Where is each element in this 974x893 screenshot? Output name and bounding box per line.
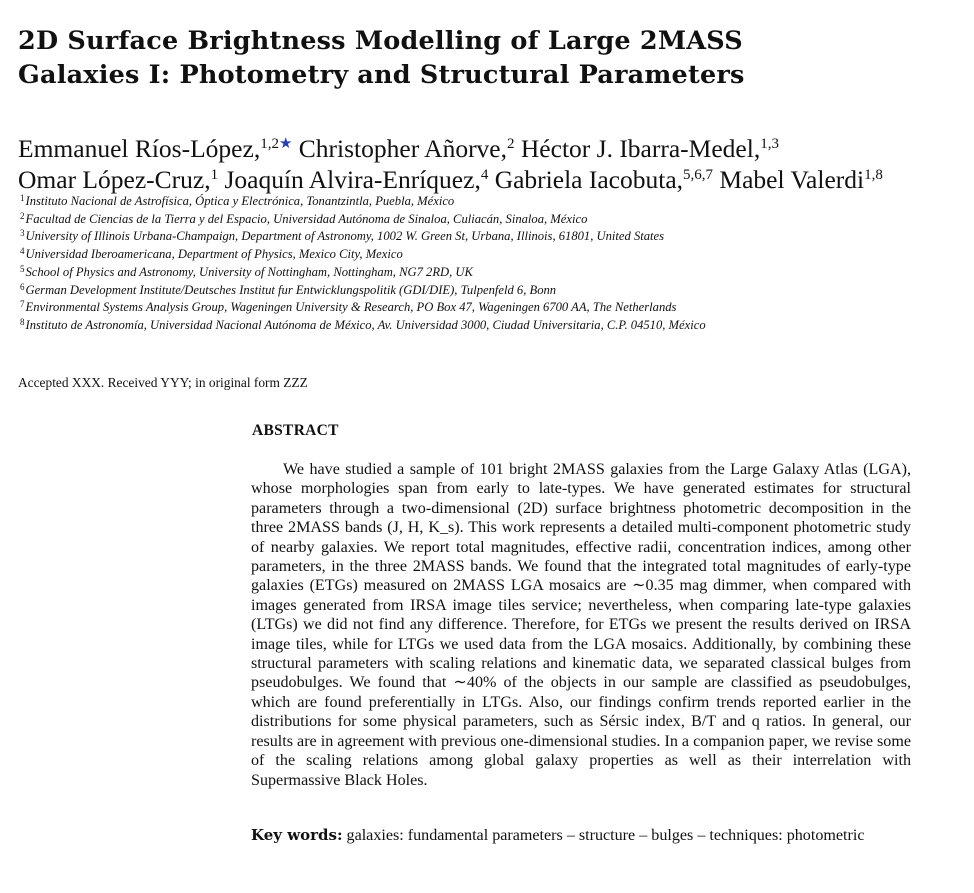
affiliation-number: 5 (20, 263, 25, 274)
author-name: Mabel Valerdi (719, 165, 865, 194)
affiliation-number: 4 (20, 246, 25, 257)
corresponding-author-star-icon[interactable]: ★ (278, 136, 293, 152)
author-affil-sup: 5,6,7 (683, 167, 714, 183)
affiliation-number: 2 (20, 210, 25, 221)
author-affil-sup: 4 (480, 167, 489, 183)
affiliation-item (20, 264, 970, 282)
affiliation-list (20, 193, 970, 335)
affiliation-item (20, 193, 970, 211)
affiliation-number: 1 (20, 193, 25, 203)
affiliation-text: University of Illinois Urbana-Champaign, Department of Astronomy, 1002 W. Green St, Urbana, Illinois, 61801, United States (25, 229, 665, 244)
author-name: Omar López-Cruz, (18, 165, 211, 194)
abstract-text: We have studied a sample of 101 bright 2MASS galaxies from the Large Galaxy Atlas (LGA), whose morphologies span from early to late-types. We have generated estimates for structural parameters through a two-dimensional (2D) surface brightness photometric decomposition in the three 2MASS bands (J, H, K_s). This work represents a detailed multi-component photometric study of nearby galaxies. We report total magnitudes, effective radii, concentration indices, among other parameters, in the three 2MASS bands. We found that the integrated total magnitudes of early-type galaxies (ETGs) measured on 2MASS LGA mosaics are ∼0.35 mag dimmer, when compared with images generated from IRSA image tiles service; nevertheless, when comparing late-type galaxies (LTGs) we did not find any difference. Therefore, for ETGs we present the results derived on IRSA image tiles, while for LTGs we used data from the LGA mosaics. Additionally, by combining these structural parameters with scaling relations and kinematic data, we separated classical bulges from pseudobulges. We found that ∼40% of the objects in our sample are classified as pseudobulges, which are found preferentially in LTGs. Also, our findings confirm trends reported earlier in the distributions for some physical parameters, such as Sérsic index, B/T and q ratios. In general, our results are in agreement with previous one-dimensional studies. In a companion paper, we revise some of the scaling relations among global galaxy properties as well as their interrelation with Supermassive Black Holes. (251, 461, 911, 789)
author-name: Joaquín Alvira-Enríquez, (224, 165, 481, 194)
author-affil-sup: 1,3 (760, 136, 779, 152)
author-name: Gabriela Iacobuta, (494, 165, 684, 194)
author-name: Christopher Añorve, (298, 134, 508, 163)
title-line-1: 2D Surface Brightness Modelling of Large 2MASS (18, 26, 743, 56)
affiliation-text: Environmental Systems Analysis Group, Wageningen University & Research, PO Box 47, Wageningen 6700 AA, The Netherlands (25, 300, 677, 315)
affiliation-text: Facultad de Ciencias de la Tierra y del Espacio, Universidad Autónoma de Sinaloa, Culiacán, Sinaloa, México (25, 211, 588, 226)
abstract-heading: ABSTRACT (252, 422, 339, 439)
affiliation-item (20, 299, 970, 317)
affiliation-text: Instituto Nacional de Astrofísica, Óptica y Electrónica, Tonantzintla, Puebla, México (25, 194, 455, 208)
author-affil-sup: 1 (210, 167, 219, 183)
affiliation-text: Instituto de Astronomía, Universidad Nacional Autónoma de México, Av. Universidad 3000, Ciudad Universitaria, C.P. 04510, México (25, 317, 706, 332)
accepted-line: Accepted XXX. Received YYY; in original form ZZZ (18, 375, 308, 390)
affiliation-item (20, 282, 970, 300)
author-line-1 (18, 133, 968, 164)
author-affil-sup: 1,2 (260, 136, 279, 152)
author-name: Emmanuel Ríos-López, (18, 134, 261, 163)
affiliation-number: 8 (20, 316, 25, 327)
affiliation-number: 3 (20, 228, 25, 239)
author-list (18, 133, 968, 195)
affiliation-item (20, 317, 970, 335)
affiliation-text: German Development Institute/Deutsches Institut fur Entwicklungspolitik (GDI/DIE), Tulpenfeld 6, Bonn (25, 282, 557, 297)
author-affil-sup: 2 (507, 136, 515, 152)
title-line-2: Galaxies I: Photometry and Structural Parameters (18, 60, 745, 90)
keywords-text: galaxies: fundamental parameters – structure – bulges – techniques: photometric (346, 827, 865, 844)
author-name: Héctor J. Ibarra-Medel, (520, 134, 761, 163)
affiliation-text: School of Physics and Astronomy, University of Nottingham, Nottingham, NG7 2RD, UK (25, 264, 473, 279)
keywords (251, 826, 911, 845)
author-affil-sup: 1,8 (864, 167, 883, 183)
affiliation-number: 7 (20, 299, 25, 310)
author-line-2 (18, 164, 968, 195)
affiliation-item (20, 246, 970, 264)
affiliation-number: 6 (20, 281, 25, 292)
affiliation-item (20, 211, 970, 229)
affiliation-item (20, 228, 970, 246)
keywords-label: Key words: (251, 826, 343, 844)
paper-title (18, 24, 918, 92)
affiliation-text: Universidad Iberoamericana, Department of Physics, Mexico City, Mexico (25, 247, 403, 262)
